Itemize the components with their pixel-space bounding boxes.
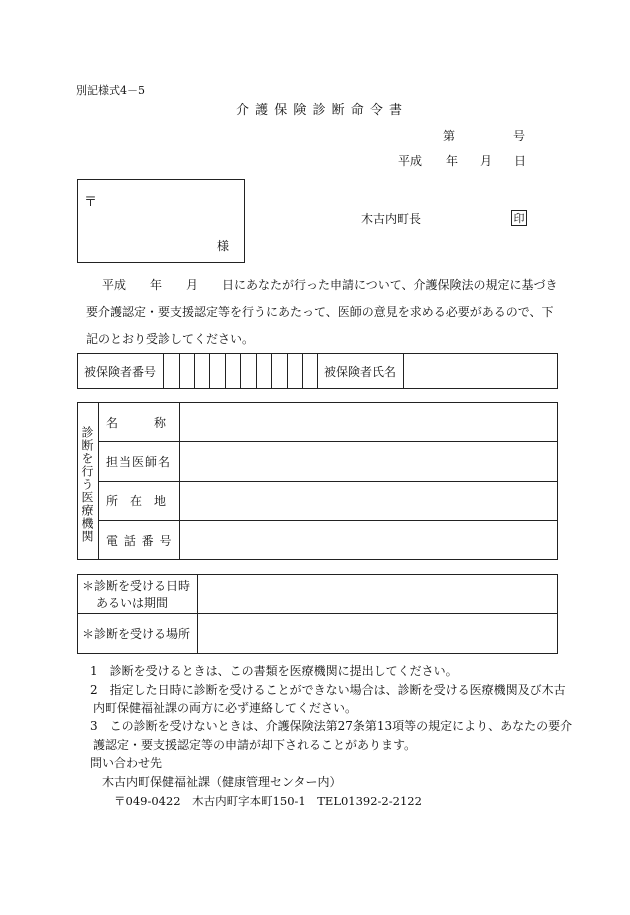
seal-icon: 印 xyxy=(511,210,527,226)
clinic-name-field[interactable] xyxy=(180,403,557,441)
date-era: 平成 xyxy=(398,154,423,168)
note-3-line-2: 護認定・要支援認定等の申請が却下されることがあります。 xyxy=(93,738,417,752)
insured-number-cells[interactable] xyxy=(164,354,317,388)
date-year: 年 xyxy=(446,154,459,168)
postal-mark: 〒 xyxy=(84,195,98,210)
body-line-2: 要介護認定・要支援認定等を行うにあたって、医師の意見を求める必要があるので、下 xyxy=(86,305,554,319)
insured-number-label: 被保険者番号 xyxy=(84,365,157,379)
clinic-side-label: 診断を行う医療機関 xyxy=(80,426,94,543)
clinic-phone-field[interactable] xyxy=(180,521,557,559)
clinic-row-address: 所 在 地 xyxy=(106,494,167,508)
number-dai: 第 xyxy=(443,129,456,143)
form-code: 別記様式4－5 xyxy=(76,84,145,97)
exam-place-field[interactable] xyxy=(198,614,557,653)
date-month: 月 xyxy=(480,154,493,168)
note-2-line-1: 2 指定した日時に診断を受けることができない場合は、診断を受ける医療機関及び木古 xyxy=(90,683,566,697)
exam-datetime-label-2: あるいは期間 xyxy=(96,596,169,610)
contact-office: 木古内町保健福祉課（健康管理センター内） xyxy=(102,775,342,789)
clinic-row-phone: 電 話 番 号 xyxy=(106,534,173,548)
number-go: 号 xyxy=(513,129,526,143)
clinic-address-field[interactable] xyxy=(180,482,557,520)
exam-place-label: ＊診断を受ける場所 xyxy=(82,627,191,641)
exam-datetime-label-1: ＊診断を受ける日時 xyxy=(82,579,191,593)
issuer-name: 木古内町長 xyxy=(361,212,422,226)
clinic-doctor-field[interactable] xyxy=(180,442,557,481)
contact-heading: 問い合わせ先 xyxy=(90,756,163,770)
insured-name-label: 被保険者氏名 xyxy=(324,365,397,379)
insured-name-field[interactable] xyxy=(404,354,557,388)
note-2-line-2: 内町保健福祉課の両方に必ず連絡してください。 xyxy=(93,701,358,715)
body-line-3: 記のとおり受診してください。 xyxy=(86,332,255,346)
clinic-row-doctor: 担当医師名 xyxy=(106,455,172,469)
honorific-sama: 様 xyxy=(217,239,230,253)
body-line-1: 平成 年 月 日にあなたが行った申請について、介護保険法の規定に基づき xyxy=(102,278,558,292)
contact-address: 〒049-0422 木古内町字本町150-1 TEL01392-2-2122 xyxy=(114,794,422,808)
note-1: 1 診断を受けるときは、この書類を医療機関に提出してください。 xyxy=(90,664,458,678)
clinic-row-name: 名 称 xyxy=(106,416,167,430)
document-title: 介 護 保 険 診 断 命 令 書 xyxy=(236,103,404,118)
note-3-line-1: 3 この診断を受けないときは、介護保険法第27条第13項等の規定により、あなたの要介 xyxy=(90,719,573,733)
exam-datetime-field[interactable] xyxy=(198,575,557,613)
date-day: 日 xyxy=(514,154,527,168)
